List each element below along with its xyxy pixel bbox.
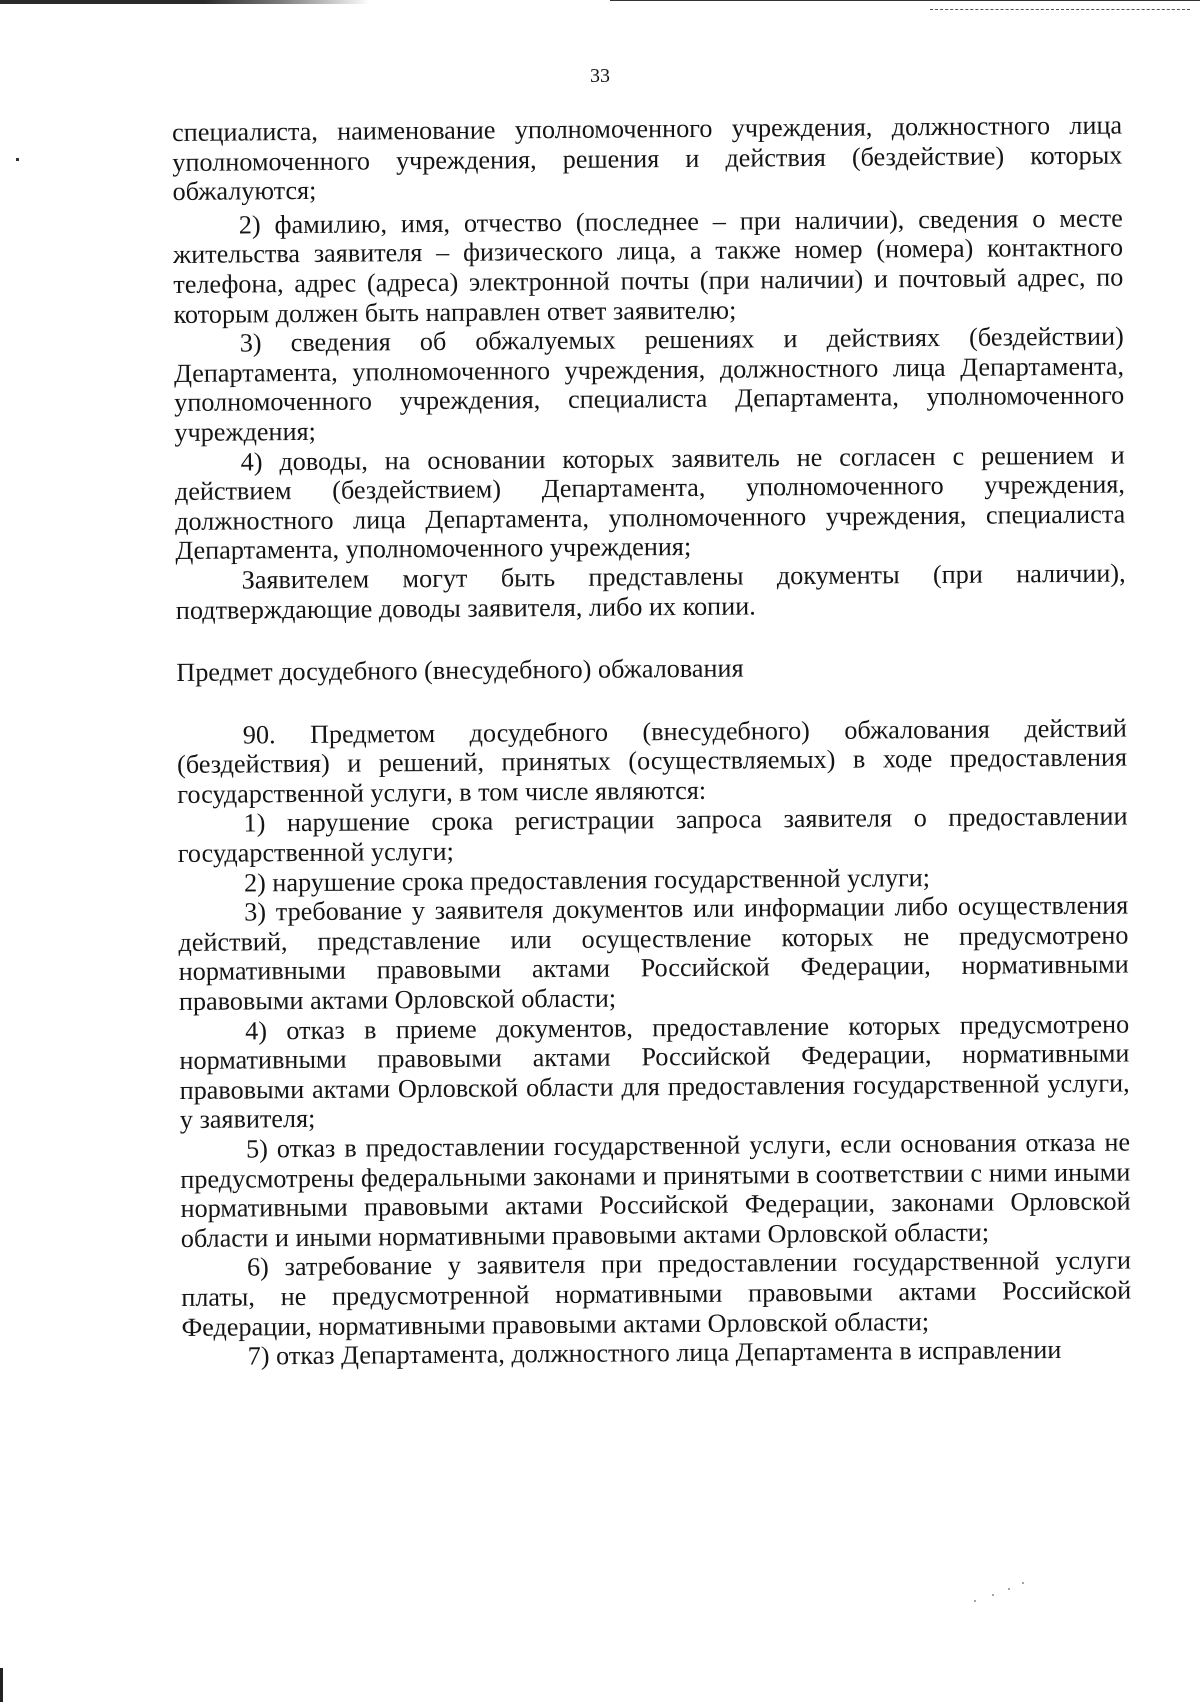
paragraph-documents: Заявителем могут быть представлены документы (при наличии), подтверждающие доводы заявителя, либо их копии. <box>175 558 1126 625</box>
paragraph-item-3: 3) сведения об обжалуемых решениях и действиях (бездействии) Департамента, уполномоченного учреждения, должностного лица Департамента, уполномоченного учреждения, специалиста Департамента, уполномоченного учреждения; <box>173 321 1125 447</box>
paragraph-90: 90. Предметом досудебного (внесудебного) обжалования действий (бездействия) и решений, принятых (осуществляемых) в ходе предоставления государственной услуги, в том числе являются: <box>176 713 1128 809</box>
section-heading: Предмет досудебного (внесудебного) обжалования <box>176 653 744 688</box>
scan-artifact-left-mark <box>16 158 19 161</box>
paragraph-90-item-3: 3) требование у заявителя документов или информации либо осуществления действий, представление или осуществление которых не предусмотрено нормативными правовыми актами Российской Федерации, нормативными правовыми актами Орловской области; <box>178 890 1129 1017</box>
paragraph-90-item-6: 6) затребование у заявителя при предоставлении государственной услуги платы, не предусмотренной нормативными правовыми актами Российской Федерации, нормативными правовыми актами Орловской области; <box>181 1245 1132 1342</box>
scan-artifact-top-right <box>610 0 1200 1</box>
scan-artifact-specks <box>970 1580 1030 1610</box>
paragraph-90-item-5: 5) отказ в предоставлении государственной услуги, если основания отказа не предусмотрены федеральными законами и принятыми в соответствии с ними иными нормативными правовыми актами Российской Федерации, законами Орловской области и иными нормативными правовыми актами Орловской области; <box>180 1127 1131 1253</box>
scan-artifact-top-left <box>0 0 370 4</box>
paragraph-90-item-2: 2) нарушение срока предоставления государственной услуги; <box>243 862 931 898</box>
scan-artifact-bottom-edge <box>0 1668 3 1702</box>
scan-artifact-top-dash <box>930 9 1190 11</box>
paragraph-90-item-1: 1) нарушение срока регистрации запроса заявителя о предоставлении государственной услуги; <box>177 801 1128 869</box>
document-body <box>172 111 1132 1372</box>
paragraph-item-4: 4) доводы, на основании которых заявитель не согласен с решением и действием (бездействием) Департамента, уполномоченного учреждения, должностного лица Департамента, уполномоченного учреждения, специалиста Департамента, уполномоченного учреждения; <box>174 440 1126 566</box>
page-number: 33 <box>590 65 610 87</box>
paragraph-90-item-7: 7) отказ Департамента, должностного лица Департамента в исправлении <box>247 1335 1062 1371</box>
paragraph-item-2: 2) фамилию, имя, отчество (последнее – при наличии), сведения о месте жительства заявителя – физического лица, а также номер (номера) контактного телефона, адрес (адреса) электронной почты (при наличии) и почтовый адрес, по которым должен быть направлен ответ заявителю; <box>172 203 1124 329</box>
paragraph-continuation: специалиста, наименование уполномоченного учреждения, должностного лица уполномоченного учреждения, решения и действия (бездействие) которых обжалуются; <box>172 110 1123 207</box>
paragraph-90-item-4: 4) отказ в приеме документов, предоставление которых предусмотрено нормативными правовыми актами Российской Федерации, нормативными правовыми актами Орловской области для предоставления государственной услуги, у заявителя; <box>179 1009 1130 1135</box>
